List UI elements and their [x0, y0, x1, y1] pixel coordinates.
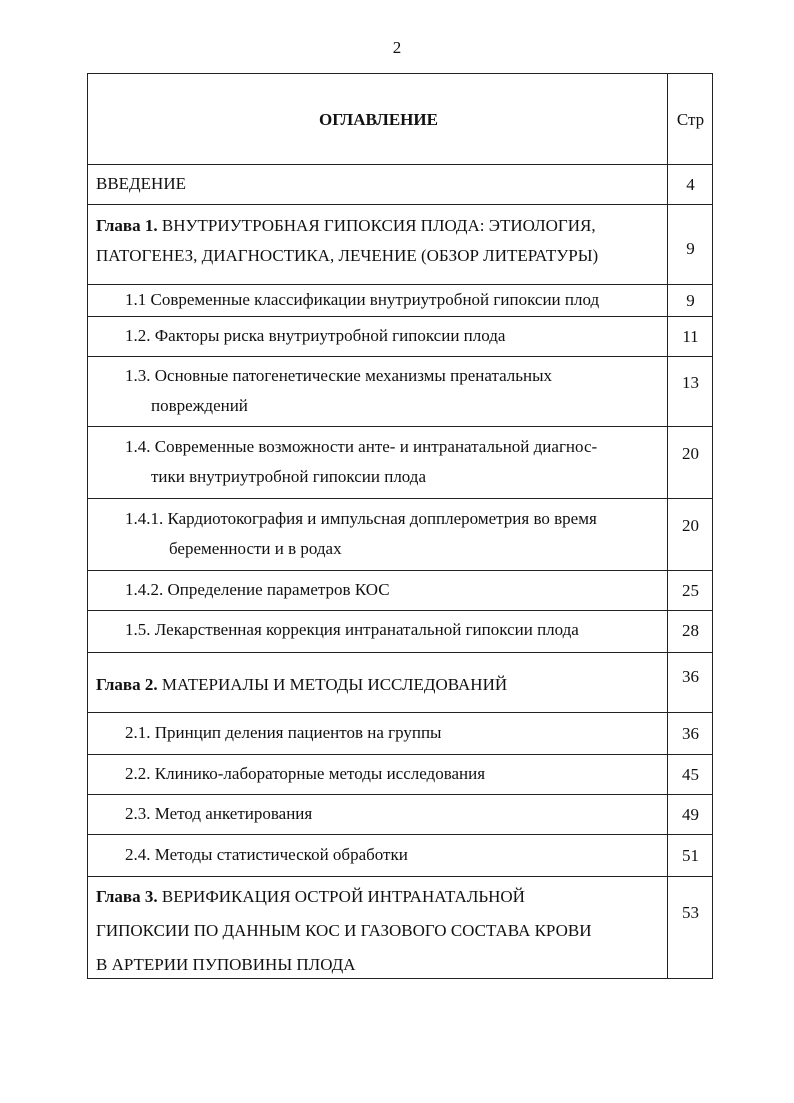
toc-page: 53 — [682, 903, 699, 922]
toc-title: ОГЛАВЛЕНИЕ — [319, 110, 438, 129]
toc-row — [88, 570, 712, 610]
toc-entry-cont: повреждений — [151, 396, 248, 415]
toc-row — [88, 610, 712, 652]
toc-entry-cont: тики внутриутробной гипоксии плода — [151, 467, 427, 486]
toc-entry: МАТЕРИАЛЫ И МЕТОДЫ ИССЛЕДОВАНИЙ — [157, 675, 508, 694]
toc-row — [88, 876, 712, 980]
toc-row — [88, 652, 712, 712]
toc-entry: 1.4.2. Определение параметров КОС — [125, 580, 390, 599]
toc-page: 11 — [682, 327, 699, 346]
toc-entry: 1.5. Лекарственная коррекция интранатальной гипоксии плода — [125, 620, 579, 639]
chapter-label: Глава 1. — [96, 216, 158, 235]
toc-entry: ВНУТРИУТРОБНАЯ ГИПОКСИЯ ПЛОДА: ЭТИОЛОГИЯ, — [157, 216, 596, 235]
chapter-label: Глава 3. — [96, 887, 158, 906]
toc-header-row — [88, 74, 712, 164]
toc-entry: 1.4. Современные возможности анте- и интранатальной диагнос- — [125, 437, 598, 456]
toc-row — [88, 356, 712, 426]
toc-entry-cont: ГИПОКСИИ ПО ДАННЫМ КОС И ГАЗОВОГО СОСТАВА КРОВИ — [96, 921, 592, 940]
toc-entry: 2.1. Принцип деления пациентов на группы — [125, 723, 442, 742]
toc-row — [88, 498, 712, 570]
page-column-header: Стр — [676, 110, 705, 129]
toc-page: 20 — [682, 516, 699, 535]
toc-page: 28 — [682, 621, 699, 640]
toc-page: 13 — [682, 373, 699, 392]
toc-entry-cont: беременности и в родах — [169, 539, 342, 558]
toc-page: 4 — [686, 175, 695, 194]
toc-row — [88, 204, 712, 284]
toc-entry: 2.3. Метод анкетирования — [125, 804, 313, 823]
toc-entry: ВВЕДЕНИЕ — [96, 174, 186, 193]
toc-row — [88, 712, 712, 754]
toc-page: 36 — [682, 667, 699, 686]
toc-row — [88, 754, 712, 794]
toc-entry-cont: В АРТЕРИИ ПУПОВИНЫ ПЛОДА — [96, 955, 356, 974]
toc-entry: 1.3. Основные патогенетические механизмы пренатальных — [125, 366, 553, 385]
toc-entry: 1.4.1. Кардиотокография и импульсная допплерометрия во время — [125, 509, 597, 528]
toc-page: 25 — [682, 581, 699, 600]
toc-row — [88, 284, 712, 316]
toc-row — [88, 316, 712, 356]
column-divider — [667, 74, 668, 978]
toc-entry: 2.2. Клинико-лабораторные методы исследования — [125, 764, 486, 783]
toc-entry: 2.4. Методы статистической обработки — [125, 845, 408, 864]
toc-page: 45 — [682, 765, 699, 784]
toc-page: 36 — [682, 724, 699, 743]
toc-page: 20 — [682, 444, 699, 463]
toc-page: 9 — [686, 291, 695, 310]
toc-page: 9 — [686, 239, 695, 258]
toc-entry: 1.1 Современные классификации внутриутробной гипоксии плод — [125, 290, 600, 309]
toc-row — [88, 794, 712, 834]
toc-page: 49 — [682, 805, 699, 824]
toc-page: 51 — [682, 846, 699, 865]
toc-entry: ВЕРИФИКАЦИЯ ОСТРОЙ ИНТРАНАТАЛЬНОЙ — [157, 887, 525, 906]
toc-entry-cont: ПАТОГЕНЕЗ, ДИАГНОСТИКА, ЛЕЧЕНИЕ (ОБЗОР ЛИТЕРАТУРЫ) — [96, 246, 599, 265]
table-of-contents — [87, 73, 713, 979]
chapter-label: Глава 2. — [96, 675, 158, 694]
toc-row — [88, 834, 712, 876]
page-number: 2 — [392, 38, 402, 57]
toc-row — [88, 426, 712, 498]
toc-entry: 1.2. Факторы риска внутриутробной гипоксии плода — [125, 326, 506, 345]
toc-row — [88, 164, 712, 204]
